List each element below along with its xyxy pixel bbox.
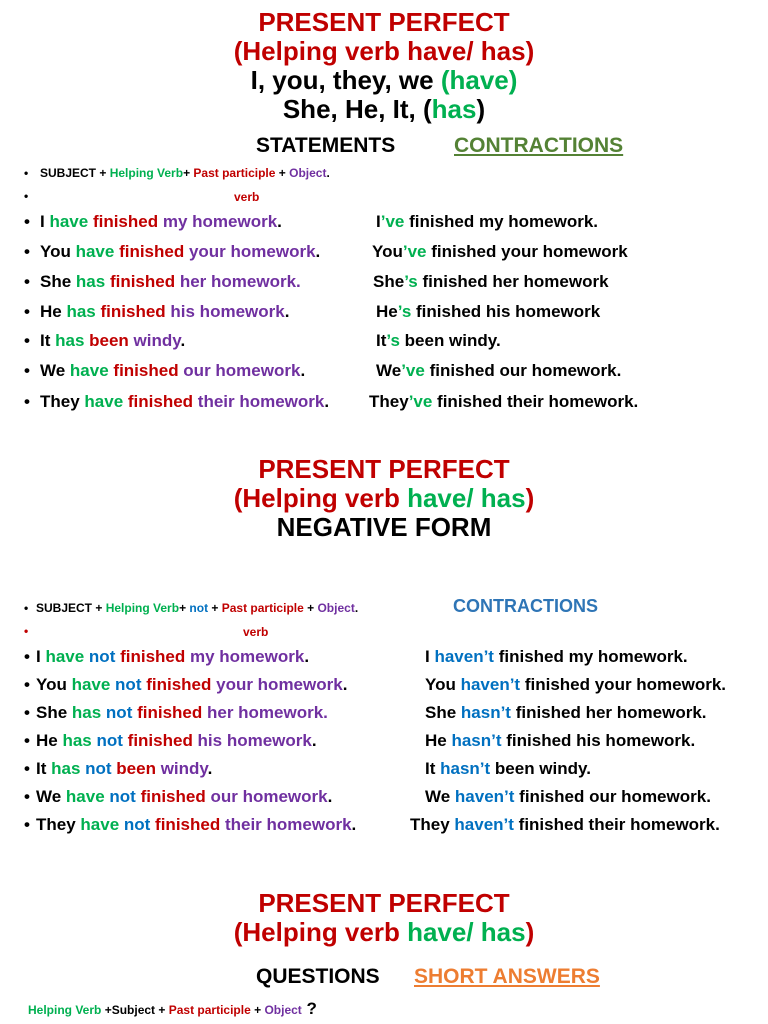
contraction: It hasn’t been windy. — [425, 759, 591, 778]
sentence: He has not finished his homework. — [36, 731, 317, 750]
sentence: You have finished your homework. — [40, 242, 321, 261]
bullet: • — [24, 242, 30, 261]
contraction: I haven’t finished my homework. — [425, 647, 688, 666]
s1-has-pronouns: She, He, It, (has) — [282, 94, 486, 124]
contraction: They’ve finished their homework. — [369, 392, 639, 411]
bullet: • — [24, 212, 30, 231]
questions-heading: QUESTIONS — [256, 965, 380, 988]
contraction: He hasn’t finished his homework. — [425, 731, 696, 750]
s3-title: PRESENT PERFECT — [258, 888, 510, 918]
s1-subtitle: (Helping verb have/ has) — [233, 36, 535, 66]
sentence: She has finished her homework. — [40, 272, 301, 291]
sentence: You have not finished your homework. — [36, 675, 348, 694]
bullet: • — [24, 624, 29, 638]
contraction: We’ve finished our homework. — [376, 361, 622, 380]
contraction: You’ve finished your homework — [372, 242, 628, 261]
contraction: It’s been windy. — [376, 331, 501, 350]
sentence: They have not finished their homework. — [36, 815, 357, 834]
contractions-heading: CONTRACTIONS — [454, 134, 624, 157]
bullet: • — [24, 361, 30, 380]
s1-verb-label: verb — [234, 190, 260, 204]
sentence: They have finished their homework. — [40, 392, 330, 411]
sentence: I have not finished my homework. — [36, 647, 310, 666]
statements-heading: STATEMENTS — [256, 134, 396, 157]
contraction: We haven’t finished our homework. — [425, 787, 711, 806]
bullet: • — [24, 601, 29, 615]
bullet: • — [24, 302, 30, 321]
contraction: They haven’t finished their homework. — [410, 815, 720, 834]
bullet: • — [24, 331, 30, 350]
bullet: • — [24, 703, 30, 722]
sentence: I have finished my homework. — [40, 212, 282, 231]
contraction: He’s finished his homework — [376, 302, 601, 321]
contraction: She hasn’t finished her homework. — [425, 703, 707, 722]
bullet: • — [24, 675, 30, 694]
s3-subtitle: (Helping verb have/ has) — [233, 917, 535, 947]
sentence: He has finished his homework. — [40, 302, 290, 321]
bullet: • — [24, 815, 30, 834]
bullet: • — [24, 272, 30, 291]
bullet: • — [24, 731, 30, 750]
sentence: We have not finished our homework. — [36, 787, 333, 806]
s1-title: PRESENT PERFECT — [258, 7, 510, 37]
sentence: It has not been windy. — [36, 759, 213, 778]
short-answers-heading: SHORT ANSWERS — [414, 965, 600, 988]
s2-formula: SUBJECT + Helping Verb+ not + Past participle + Object. — [36, 601, 359, 615]
negative-form-heading: NEGATIVE FORM — [276, 512, 492, 542]
sentence: She has not finished her homework. — [36, 703, 328, 722]
bullet: • — [24, 189, 29, 203]
s1-have-pronouns: I, you, they, we (have) — [250, 65, 518, 95]
s1-formula: SUBJECT + Helping Verb+ Past participle + Object. — [40, 166, 330, 180]
s3-formula: Helping Verb +Subject + Past participle + Object ? — [28, 999, 317, 1018]
bullet: • — [24, 759, 30, 778]
s2-verb-label: verb — [243, 625, 269, 639]
bullet: • — [24, 647, 30, 666]
s2-title: PRESENT PERFECT — [258, 454, 510, 484]
sentence: We have finished our homework. — [40, 361, 306, 380]
bullet: • — [24, 392, 30, 411]
contraction: She’s finished her homework — [373, 272, 609, 291]
sentence: It has been windy. — [40, 331, 186, 350]
bullet: • — [24, 787, 30, 806]
s2-contractions-heading: CONTRACTIONS — [453, 596, 598, 616]
bullet: • — [24, 166, 29, 180]
contraction: I’ve finished my homework. — [376, 212, 599, 231]
s2-subtitle: (Helping verb have/ has) — [233, 483, 535, 513]
contraction: You haven’t finished your homework. — [425, 675, 727, 694]
